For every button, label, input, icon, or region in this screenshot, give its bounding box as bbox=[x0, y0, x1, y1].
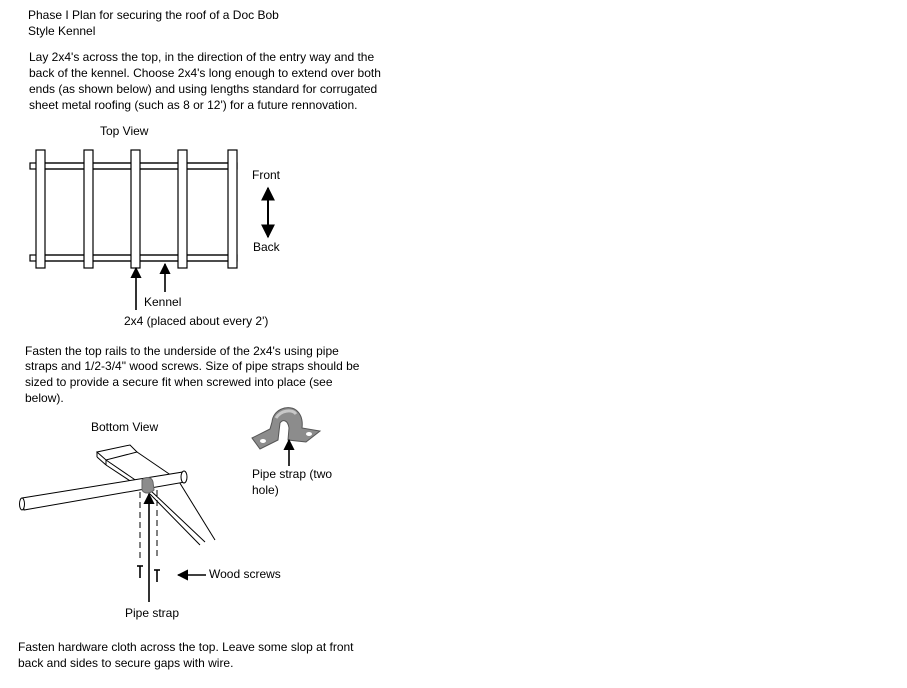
board-4 bbox=[178, 150, 187, 268]
wood-screws-label: Wood screws bbox=[209, 567, 281, 581]
pipe-strap-two-hole-label-2: hole) bbox=[252, 483, 279, 497]
board-2 bbox=[84, 150, 93, 268]
pipe-strap-label: Pipe strap bbox=[125, 606, 180, 620]
page-title-line-2: Style Kennel bbox=[28, 24, 96, 38]
pipe-strap-icon bbox=[252, 408, 320, 449]
wood-screw-2 bbox=[154, 570, 160, 582]
fasten-line-3: sized to provide a secure fit when screwed into place (see bbox=[25, 375, 333, 389]
page-title-line-1: Phase I Plan for securing the roof of a Doc Bob bbox=[28, 8, 279, 22]
intro-line-4: sheet metal roofing (such as 8 or 12') for a future rennovation. bbox=[29, 98, 358, 112]
back-label: Back bbox=[253, 240, 280, 254]
fasten-line-4: below). bbox=[25, 391, 64, 405]
fasten-line-1: Fasten the top rails to the underside of the 2x4's using pipe bbox=[25, 344, 339, 358]
intro-line-1: Lay 2x4's across the top, in the direction of the entry way and the bbox=[29, 50, 375, 64]
board-5 bbox=[228, 150, 237, 268]
bottom-view-drawing bbox=[20, 445, 216, 582]
intro-line-2: back of the kennel. Choose 2x4's long enough to extend over both bbox=[29, 66, 381, 80]
bottom-view-label: Bottom View bbox=[91, 420, 159, 434]
fasten-line-2: straps and 1/2-3/4" wood screws. Size of pipe straps should be bbox=[25, 359, 360, 373]
closing-line-2: back and sides to secure gaps with wire. bbox=[18, 656, 234, 670]
pipe-strap-two-hole-label-1: Pipe strap (two bbox=[252, 467, 333, 481]
closing-line-1: Fasten hardware cloth across the top. Leave some slop at front bbox=[18, 640, 354, 654]
board-label: 2x4 (placed about every 2') bbox=[124, 314, 269, 328]
kennel-label: Kennel bbox=[144, 295, 182, 309]
board-3 bbox=[131, 150, 140, 268]
wood-screw-1 bbox=[137, 566, 143, 578]
board-1 bbox=[36, 150, 45, 268]
front-label: Front bbox=[252, 168, 281, 182]
intro-line-3: ends (as shown below) and using lengths standard for corrugated bbox=[29, 82, 378, 96]
top-view-label: Top View bbox=[100, 124, 149, 138]
top-view-drawing bbox=[30, 150, 237, 268]
